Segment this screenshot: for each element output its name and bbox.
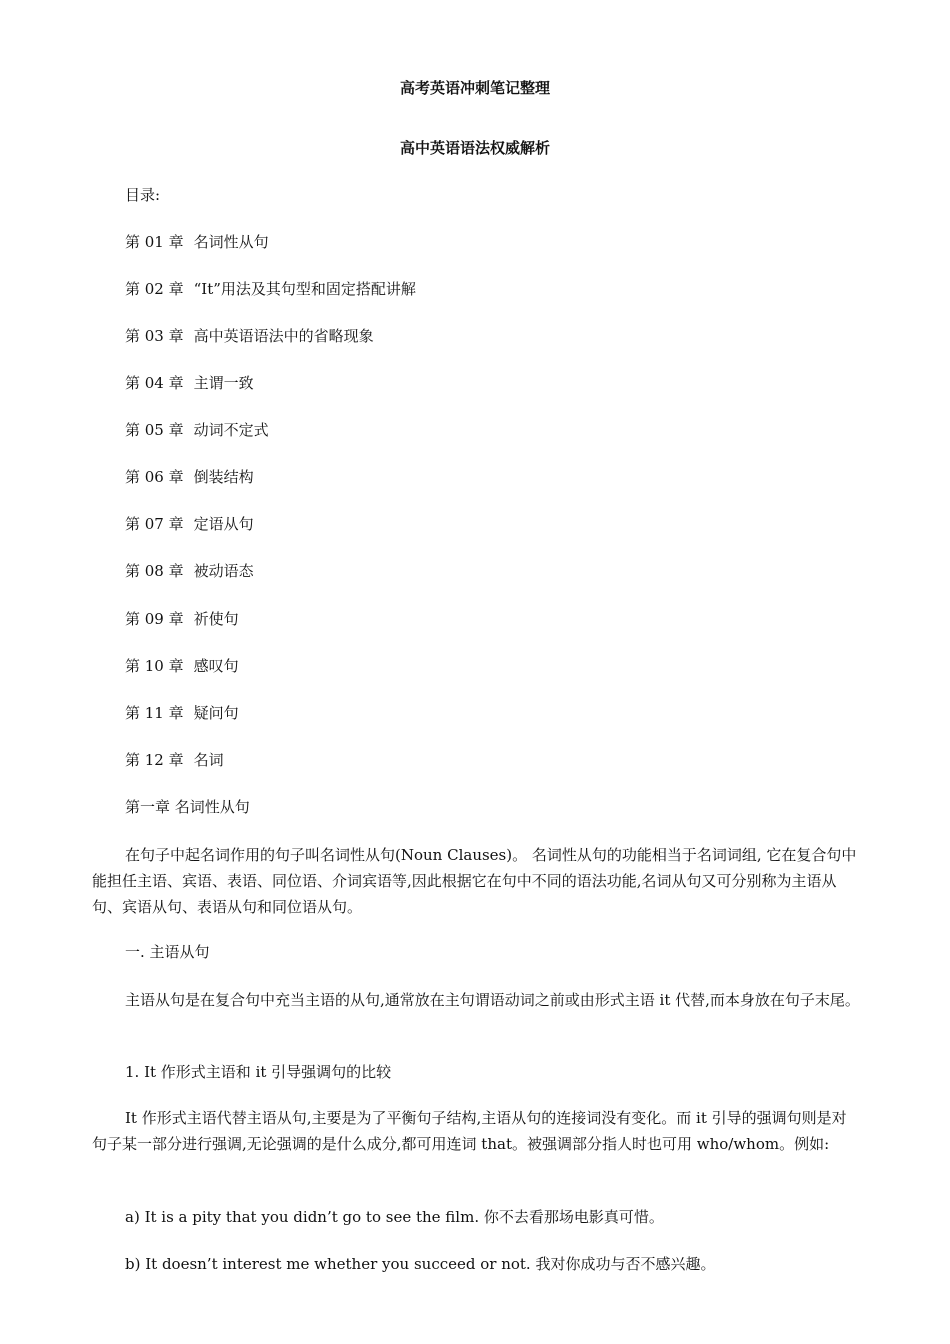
toc-item xyxy=(125,232,269,252)
toc-item-number: 第 05 章 xyxy=(125,421,184,439)
section-paragraph: 主语从句是在复合句中充当主语的从句,通常放在主句谓语动词之前或由形式主语 it 代替,而本身放在句子末尾。 xyxy=(125,991,860,1009)
toc-item-number: 第 09 章 xyxy=(125,610,184,628)
toc-item xyxy=(125,326,374,346)
example-sentence: b) It doesn’t interest me whether you succeed or not. 我对你成功与否不感兴趣。 xyxy=(125,1255,716,1273)
toc-item-label: 倒装结构 xyxy=(193,468,254,486)
toc-item-label: 高中英语语法中的省略现象 xyxy=(193,327,374,345)
toc-item-number: 第 08 章 xyxy=(125,562,184,580)
toc-item-label: 疑问句 xyxy=(193,704,239,722)
toc-item-label: 名词 xyxy=(193,751,224,769)
toc-item xyxy=(125,373,254,393)
toc-item-label: 定语从句 xyxy=(193,515,254,533)
intro-paragraph: 在句子中起名词作用的句子叫名词性从句(Noun Clauses)。 名词性从句的功能相当于名词词组, 它在复合句中能担任主语、宾语、表语、同位语、介词宾语等,因此根据它在句中不同的语法功能,名词从句又可分别称为主语从句、宾语从句、表语从句和同位语从句。 xyxy=(92,846,857,916)
toc-item-label: “It”用法及其句型和固定搭配讲解 xyxy=(193,280,416,298)
toc-item-number: 第 12 章 xyxy=(125,751,184,769)
toc-item-label: 名词性从句 xyxy=(193,233,269,251)
chapter-heading: 第一章 名词性从句 xyxy=(125,798,250,816)
toc-item xyxy=(125,467,254,487)
toc-item-number: 第 11 章 xyxy=(125,704,184,722)
toc-item-number: 第 10 章 xyxy=(125,657,184,675)
toc-item-number: 第 02 章 xyxy=(125,280,184,298)
toc-item xyxy=(125,561,254,581)
toc-item-number: 第 01 章 xyxy=(125,233,184,251)
toc-heading: 目录: xyxy=(125,186,161,204)
subsection-heading: 1. It 作形式主语和 it 引导强调句的比较 xyxy=(125,1063,392,1081)
document-title: 高考英语冲刺笔记整理 xyxy=(399,79,550,97)
subsection-paragraph: It 作形式主语代替主语从句,主要是为了平衡句子结构,主语从句的连接词没有变化。而 it 引导的强调句则是对句子某一部分进行强调,无论强调的是什么成分,都可用连词 that。被强调部分指人时也可用 who/whom。例如: xyxy=(92,1109,847,1153)
toc-item xyxy=(125,750,224,770)
toc-item-number: 第 04 章 xyxy=(125,374,184,392)
toc-item-label: 祈使句 xyxy=(193,610,239,628)
toc-item-label: 主谓一致 xyxy=(193,374,254,392)
toc-item xyxy=(125,609,239,629)
toc-item-number: 第 06 章 xyxy=(125,468,184,486)
toc-item xyxy=(125,420,269,440)
example-sentence: a) It is a pity that you didn’t go to see the film. 你不去看那场电影真可惜。 xyxy=(125,1208,664,1226)
toc-item xyxy=(125,514,254,534)
document-subtitle: 高中英语语法权威解析 xyxy=(399,139,550,157)
toc-item xyxy=(125,656,239,676)
toc-item-label: 动词不定式 xyxy=(193,421,269,439)
toc-item-label: 被动语态 xyxy=(193,562,254,580)
toc-item-number: 第 03 章 xyxy=(125,327,184,345)
toc-item-number: 第 07 章 xyxy=(125,515,184,533)
toc-item-label: 感叹句 xyxy=(193,657,239,675)
toc-item xyxy=(125,279,416,299)
toc-item xyxy=(125,703,239,723)
section-heading: 一. 主语从句 xyxy=(125,943,210,961)
